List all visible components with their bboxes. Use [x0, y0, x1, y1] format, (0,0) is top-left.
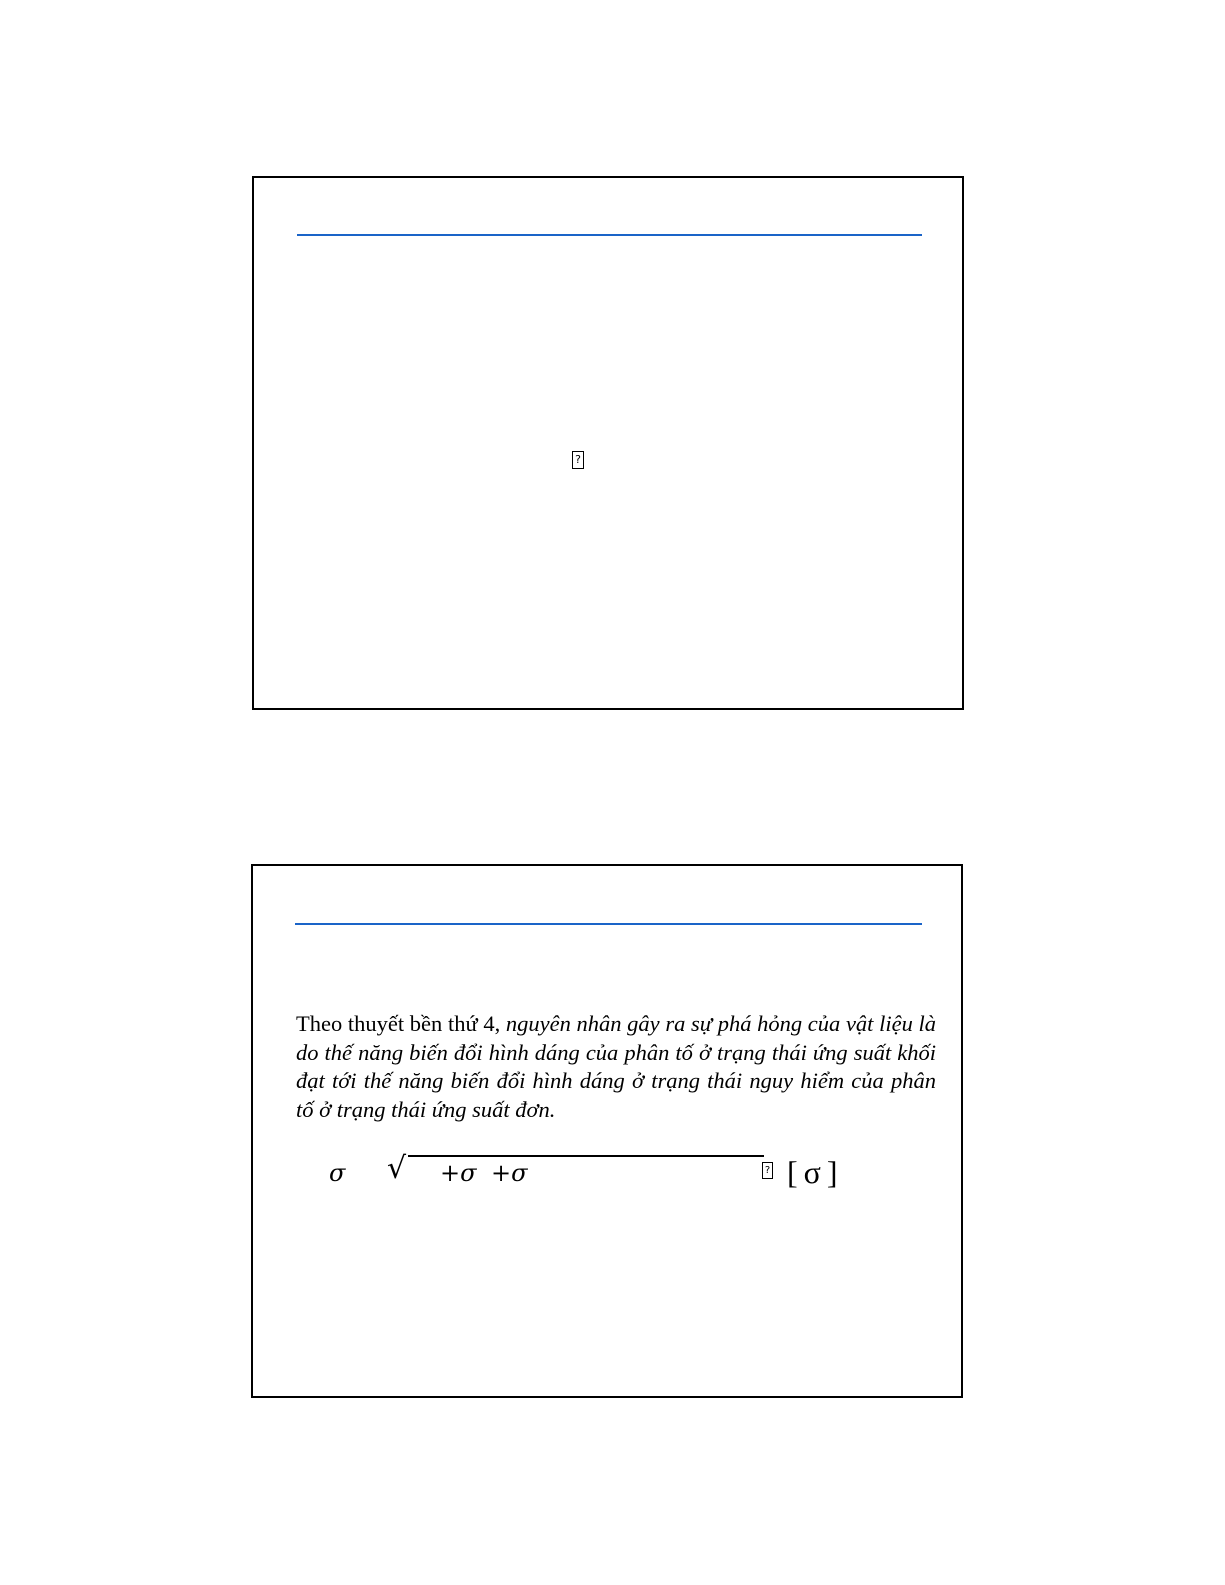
formula-term-2: +σ [491, 1159, 528, 1187]
sqrt-sign: √ [387, 1151, 407, 1186]
formula-rhs: [σ] [787, 1154, 844, 1190]
paragraph-lead: Theo thuyết bền thứ 4, [296, 1011, 506, 1036]
slide-2 [251, 864, 963, 1398]
slide-1 [252, 176, 964, 710]
missing-glyph-icon: ? [572, 451, 584, 469]
sqrt-vinculum [408, 1155, 764, 1157]
formula-lhs: σ [329, 1159, 346, 1187]
fourth-strength-theory-paragraph [296, 1010, 936, 1124]
missing-glyph-icon: ? [762, 1162, 773, 1179]
formula-term-1: +σ [440, 1159, 477, 1187]
slide-title-underline [297, 234, 922, 236]
strength-condition-formula [253, 1146, 961, 1206]
paragraph-emphasis: nguyên nhân gây ra sự phá hỏng của vật liệu là do thế năng biến đổi hình dáng của phân tố ở trạng thái ứng suất khối đạt tới thế năng biến đổi hình dáng ở trạng thái nguy hiểm của phân tố ở trạng thái ứng suất đơn. [296, 1011, 936, 1122]
slide-title-underline [295, 923, 922, 925]
